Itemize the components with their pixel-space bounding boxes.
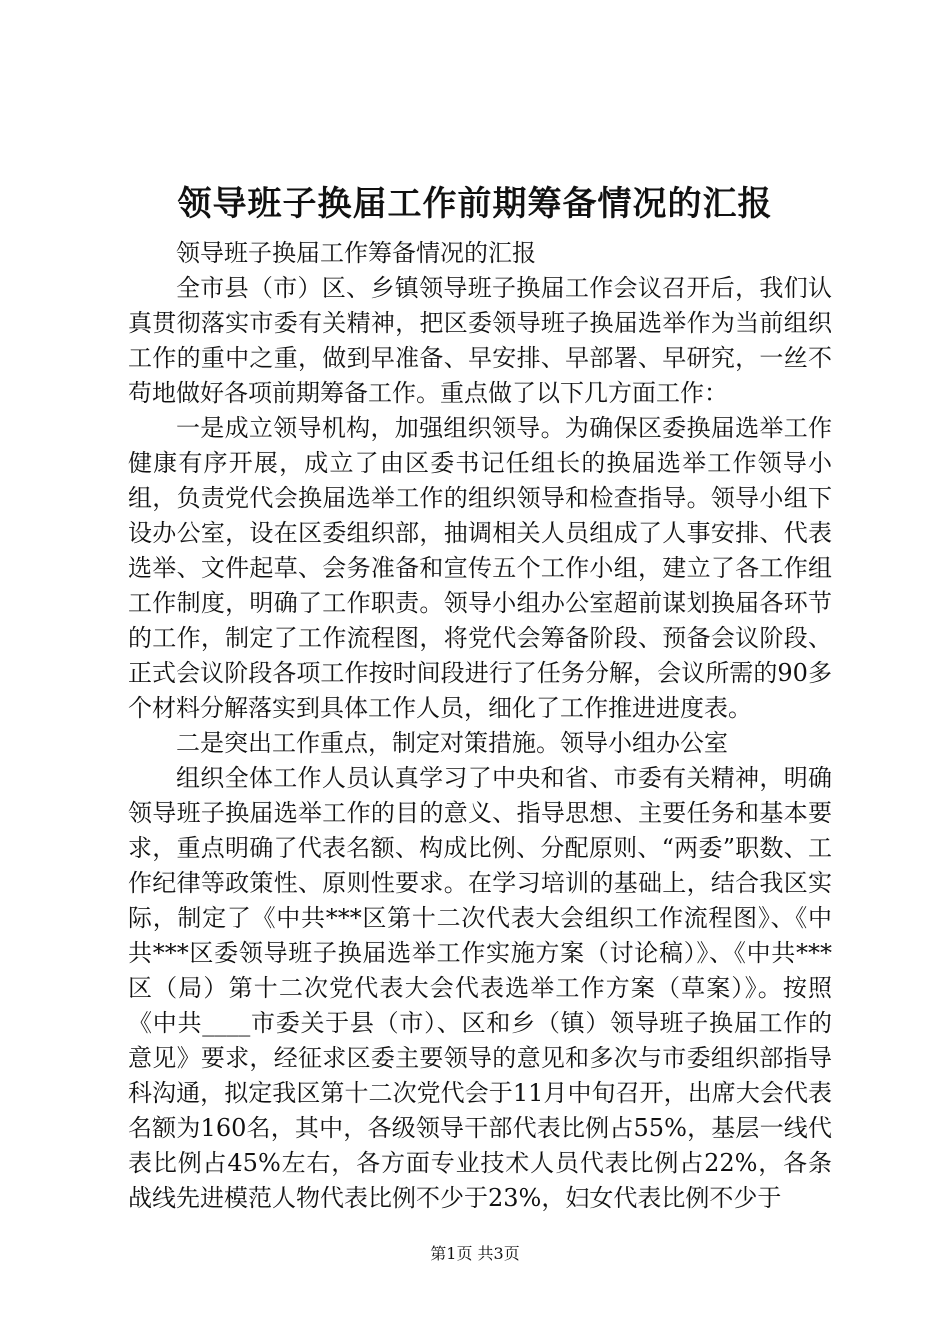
paragraph-subtitle: 领导班子换届工作筹备情况的汇报 [176,239,536,267]
paragraph-point-two-detail: 组织全体工作人员认真学习了中央和省、市委有关精神，明确领导班子换届选举工作的目的意义、指导思想、主要任务和基本要求，重点明确了代表名额、构成比例、分配原则、“两委”职数、工作纪律等政策性、原则性要求。在学习培训的基础上，结合我区实际，制定了《中共***区第十二次代表大会组织工作流程图》、《中共***区委领导班子换届选举工作实施方案（讨论稿）》、《中共***区（局）第十二次党代表大会代表选举工作方案（草案）》。按照《中共____市委关于县（市）、区和乡（镇）领导班子换届工作的意见》要求，经征求区委主要领导的意见和多次与市委组织部指导科沟通，拟定我区第十二次党代会于11月中旬召开，出席大会代表名额为160名，其中，各级领导干部代表比例占55%，基层一线代表比例占45%左右，各方面专业技术人员代表比例占22%，各条战线先进模范人物代表比例不少于23%，妇女代表比例不少于 [128,764,832,1212]
paragraph-intro: 全市县（市）区、乡镇领导班子换届工作会议召开后，我们认真贯彻落实市委有关精神，把区委领导班子换届选举作为当前组织工作的重中之重，做到早准备、早安排、早部署、早研究，一丝不苟地做好各项前期筹备工作。重点做了以下几方面工作： [128,274,832,407]
document-title: 领导班子换届工作前期筹备情况的汇报 [177,184,773,224]
paragraph-point-one: 一是成立领导机构，加强组织领导。为确保区委换届选举工作健康有序开展，成立了由区委书记任组长的换届选举工作领导小组，负责党代会换届选举工作的组织领导和检查指导。领导小组下设办公室，设在区委组织部，抽调相关人员组成了人事安排、代表选举、文件起草、会务准备和宣传五个工作小组，建立了各工作组工作制度，明确了工作职责。领导小组办公室超前谋划换届各环节的工作，制定了工作流程图，将党代会筹备阶段、预备会议阶段、正式会议阶段各项工作按时间段进行了任务分解，会议所需的90多个材料分解落实到具体工作人员，细化了工作推进进度表。 [128,414,832,722]
document-body [128,236,832,1216]
page-number-footer: 第1页 共3页 [430,1244,520,1263]
paragraph-point-two: 二是突出工作重点，制定对策措施。领导小组办公室 [176,729,728,757]
